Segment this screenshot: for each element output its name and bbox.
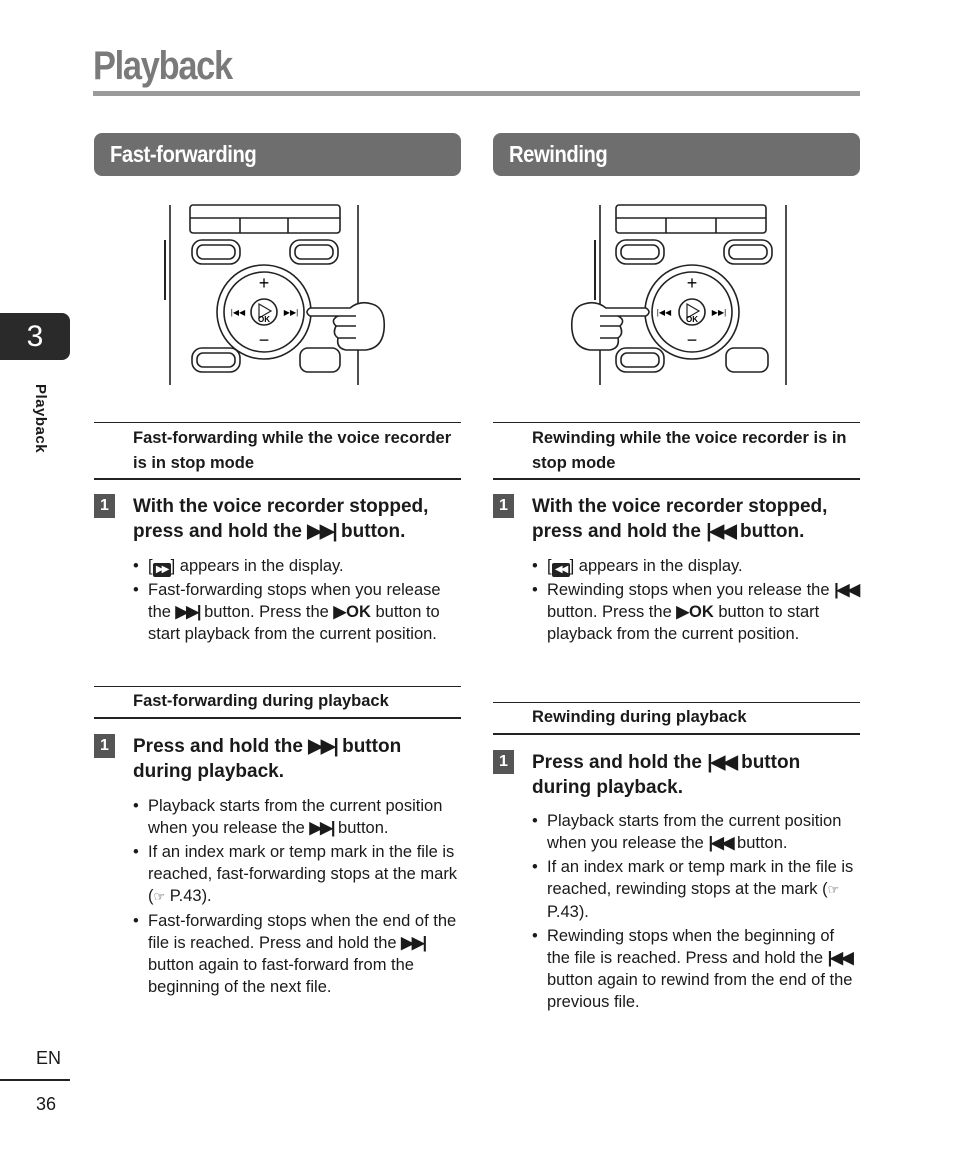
ff-step1-text: With the voice recorder stopped, press and hold the ▶▶| button. [133, 496, 429, 542]
previous-rewind-icon: |◀◀ [708, 834, 733, 852]
svg-text:|◀◀: |◀◀ [230, 308, 246, 317]
rw-step2-text: Press and hold the |◀◀ button during playback. [532, 752, 801, 798]
footer-rule [0, 1079, 70, 1081]
rw-step-number: 1 [493, 750, 514, 774]
page-number: 36 [36, 1094, 57, 1114]
next-fast-forward-icon: ▶▶| [308, 736, 337, 757]
play-triangle-icon: ▶ [676, 603, 690, 621]
rw-stop-subheading: Rewinding while the voice recorder is in stop mode [493, 422, 860, 480]
previous-rewind-icon: |◀◀ [827, 949, 852, 967]
pointing-hand-reference-icon: ☞ [153, 889, 166, 904]
next-fast-forward-icon: ▶▶| [309, 819, 334, 837]
list-item: • Fast-forwarding stops when you release the ▶▶| button. Press the ▶OK button to start playback from the current position. [133, 579, 463, 645]
chapter-tab: 3 [0, 313, 70, 360]
rw-play-subheading: Rewinding during playback [493, 702, 860, 735]
ff-play-bullets [133, 795, 463, 1000]
chapter-label: Playback [32, 384, 49, 454]
page-title: Playback [93, 44, 232, 88]
rw-step1-text: With the voice recorder stopped, press and hold the |◀◀ button. [532, 496, 828, 542]
rw-step-number: 1 [493, 494, 514, 518]
svg-text:▶▶|: ▶▶| [711, 308, 727, 317]
list-item: • Rewinding stops when the beginning of the file is reached. Press and hold the |◀◀ button again to rewind from the end of the previous file. [532, 925, 860, 1013]
ff-section-heading: Fast-forwarding [94, 133, 461, 176]
previous-rewind-icon: |◀◀ [707, 752, 736, 773]
ff-stop-subheading: Fast-forwarding while the voice recorder is in stop mode [94, 422, 461, 480]
play-triangle-icon: ▶ [333, 603, 347, 621]
pointing-hand-reference-icon: ☞ [827, 882, 840, 897]
ff-stop-bullets [133, 555, 463, 647]
rw-play-bullets [532, 810, 860, 1015]
list-item: • [ ◀◀ ] appears in the display. [532, 555, 860, 577]
svg-text:▶▶|: ▶▶| [283, 308, 299, 317]
previous-rewind-icon: |◀◀ [834, 581, 859, 599]
ff-play-subheading: Fast-forwarding during playback [94, 686, 461, 719]
language-label: EN [36, 1048, 62, 1068]
ff-display-icon: ▶▶ [153, 563, 171, 577]
ff-step-number: 1 [94, 734, 115, 758]
list-item: • Rewinding stops when you release the |◀◀ button. Press the ▶OK button to start playback from the current position. [532, 579, 860, 645]
svg-text:OK: OK [686, 315, 698, 324]
svg-text:OK: OK [258, 315, 270, 324]
next-fast-forward-icon: ▶▶| [307, 521, 336, 542]
rw-section-heading: Rewinding [493, 133, 860, 176]
ff-device-illustration [160, 200, 400, 390]
next-fast-forward-icon: ▶▶| [401, 934, 426, 952]
svg-text:|◀◀: |◀◀ [656, 308, 672, 317]
list-item: • Playback starts from the current position when you release the |◀◀ button. [532, 810, 860, 854]
rw-stop-bullets [532, 555, 860, 647]
list-item: • If an index mark or temp mark in the file is reached, rewinding stops at the mark (☞ P.43). [532, 856, 860, 923]
svg-text:+: + [258, 273, 270, 293]
previous-rewind-icon: |◀◀ [706, 521, 735, 542]
next-fast-forward-icon: ▶▶| [175, 603, 200, 621]
ff-step-number: 1 [94, 494, 115, 518]
list-item: • Fast-forwarding stops when the end of the file is reached. Press and hold the ▶▶| button again to fast-forward from the beginning of the next file. [133, 910, 463, 998]
rw-display-icon: ◀◀ [552, 563, 570, 577]
title-rule [93, 91, 860, 96]
svg-text:−: − [258, 330, 270, 350]
svg-text:−: − [686, 330, 698, 350]
svg-text:+: + [686, 273, 698, 293]
rw-device-illustration [560, 200, 800, 390]
list-item: • If an index mark or temp mark in the file is reached, fast-forwarding stops at the mark (☞ P.43). [133, 841, 463, 908]
list-item: • Playback starts from the current position when you release the ▶▶| button. [133, 795, 463, 839]
list-item: • [ ▶▶ ] appears in the display. [133, 555, 463, 577]
ff-step2-text: Press and hold the ▶▶| button during playback. [133, 736, 402, 782]
